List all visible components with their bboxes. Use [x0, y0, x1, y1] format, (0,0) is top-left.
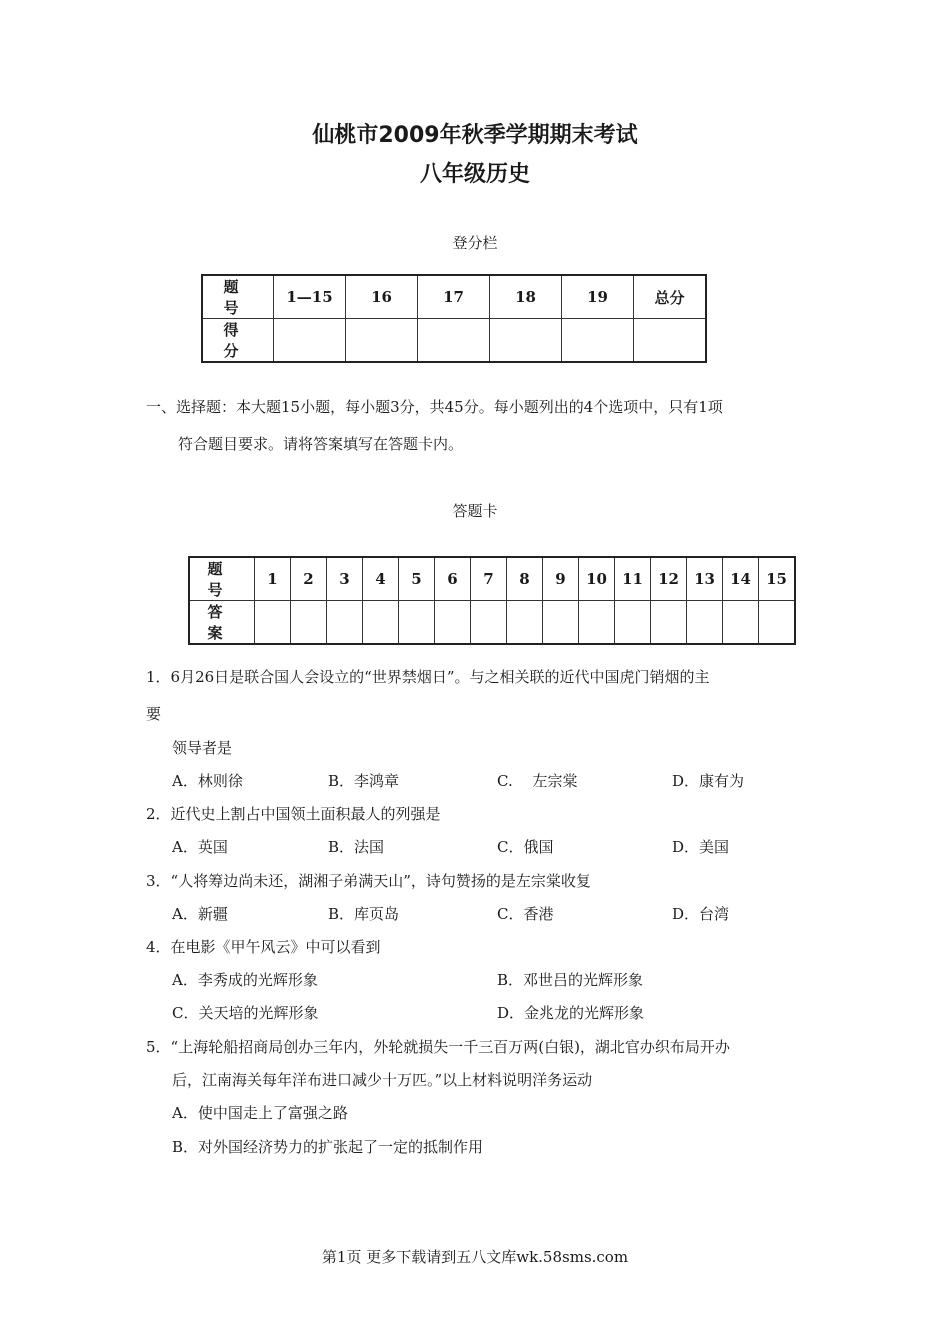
score-input-cell[interactable]	[634, 319, 707, 363]
score-table-cell: 19	[562, 275, 634, 319]
answer-table-number-row	[189, 557, 795, 601]
answer-input-cell[interactable]	[327, 601, 363, 645]
answer-input-cell[interactable]	[723, 601, 759, 645]
score-table-cell: 题 号	[202, 275, 274, 319]
question-1-stem-cont2: 领导者是	[172, 739, 233, 757]
question-number-cell: 3	[327, 557, 363, 601]
answer-row-label: 题 号	[189, 557, 255, 601]
question-1-option-d[interactable]: D．康有为	[672, 772, 745, 790]
question-number-cell: 15	[759, 557, 796, 601]
answer-input-cell[interactable]	[579, 601, 615, 645]
score-table-caption: 登分栏	[452, 234, 498, 252]
question-1-option-b[interactable]: B．李鸿章	[328, 772, 400, 790]
answer-input-cell[interactable]	[399, 601, 435, 645]
answer-input-cell[interactable]	[291, 601, 327, 645]
question-number-cell: 4	[363, 557, 399, 601]
question-5-option-a[interactable]: A．使中国走上了富强之路	[172, 1104, 348, 1122]
score-row-label: 得 分	[202, 319, 274, 363]
question-5-option-b[interactable]: B．对外国经济势力的扩张起了一定的抵制作用	[172, 1138, 484, 1156]
score-input-cell[interactable]	[346, 319, 418, 363]
answer-input-cell[interactable]	[471, 601, 507, 645]
question-number-cell: 13	[687, 557, 723, 601]
question-3-option-d[interactable]: D．台湾	[672, 905, 730, 923]
score-table-score-row	[202, 319, 706, 363]
exam-title: 仙桃市2009年秋季学期期末考试	[312, 123, 638, 148]
question-number-cell: 6	[435, 557, 471, 601]
question-1-stem: 1．6月26日是联合国人会设立的“世界禁烟日”。与之相关联的近代中国虎门销烟的主	[146, 668, 710, 686]
answer-input-cell[interactable]	[615, 601, 651, 645]
answer-input-cell[interactable]	[363, 601, 399, 645]
question-2-option-c[interactable]: C．俄国	[497, 838, 554, 856]
score-input-cell[interactable]	[562, 319, 634, 363]
question-4-option-c[interactable]: C．关天培的光辉形象	[172, 1004, 319, 1022]
question-number-cell: 1	[255, 557, 291, 601]
score-input-cell[interactable]	[490, 319, 562, 363]
question-3-option-c[interactable]: C．香港	[497, 905, 554, 923]
section-instructions-line1: 一、选择题：本大题15小题，每小题3分，共45分。每小题列出的4个选项中，只有1项	[146, 398, 723, 416]
score-table-header-row	[202, 275, 706, 319]
score-input-cell[interactable]	[418, 319, 490, 363]
question-number-cell: 5	[399, 557, 435, 601]
section-instructions-line2: 符合题目要求。请将答案填写在答题卡内。	[178, 435, 464, 453]
question-1-stem-cont: 要	[146, 705, 162, 723]
question-2-stem: 2．近代史上割占中国领土面积最人的列强是	[146, 805, 441, 823]
score-table-cell: 1—15	[274, 275, 346, 319]
question-4-option-a[interactable]: A．李秀成的光辉形象	[172, 971, 318, 989]
score-table-cell: 18	[490, 275, 562, 319]
question-number-cell: 9	[543, 557, 579, 601]
question-number-cell: 2	[291, 557, 327, 601]
score-input-cell[interactable]	[274, 319, 346, 363]
question-1-option-c[interactable]: C. 左宗棠	[497, 772, 578, 790]
question-5-stem: 5．“上海轮船招商局创办三年内，外轮就损失一千三百万两(白银)，湖北官办织布局开办	[146, 1038, 730, 1056]
question-number-cell: 8	[507, 557, 543, 601]
question-3-option-b[interactable]: B．库页岛	[328, 905, 400, 923]
answer-input-cell[interactable]	[543, 601, 579, 645]
question-2-option-b[interactable]: B．法国	[328, 838, 385, 856]
answer-table-answer-row	[189, 601, 795, 645]
question-2-option-d[interactable]: D．美国	[672, 838, 730, 856]
page-footer: 第1页 更多下载请到五八文库wk.58sms.com	[321, 1248, 629, 1266]
question-number-cell: 11	[615, 557, 651, 601]
score-table	[201, 274, 707, 363]
answer-input-cell[interactable]	[687, 601, 723, 645]
question-4-stem: 4．在电影《甲午风云》中可以看到	[146, 938, 381, 956]
answer-input-cell[interactable]	[435, 601, 471, 645]
question-2-option-a[interactable]: A．英国	[172, 838, 228, 856]
exam-subject: 八年级历史	[419, 162, 530, 187]
score-table-cell: 总分	[634, 275, 707, 319]
question-number-cell: 7	[471, 557, 507, 601]
score-table-cell: 17	[418, 275, 490, 319]
answer-input-cell[interactable]	[651, 601, 687, 645]
question-number-cell: 12	[651, 557, 687, 601]
question-4-option-b[interactable]: B．邓世吕的光辉形象	[497, 971, 644, 989]
question-3-option-a[interactable]: A．新疆	[172, 905, 228, 923]
question-4-option-d[interactable]: D．金兆龙的光辉形象	[497, 1004, 645, 1022]
answer-input-cell[interactable]	[507, 601, 543, 645]
answer-row-label: 答 案	[189, 601, 255, 645]
question-5-stem-cont: 后，江南海关每年洋布进口减少十万匹。”以上材料说明洋务运动	[172, 1071, 593, 1089]
question-number-cell: 14	[723, 557, 759, 601]
question-3-stem: 3．“人将筹边尚未还，湖湘子弟满天山”，诗句赞扬的是左宗棠收复	[146, 872, 591, 890]
question-number-cell: 10	[579, 557, 615, 601]
answer-table-caption: 答题卡	[452, 502, 498, 520]
question-1-option-a[interactable]: A．林则徐	[172, 772, 243, 790]
answer-table	[188, 556, 796, 645]
answer-input-cell[interactable]	[759, 601, 796, 645]
score-table-cell: 16	[346, 275, 418, 319]
